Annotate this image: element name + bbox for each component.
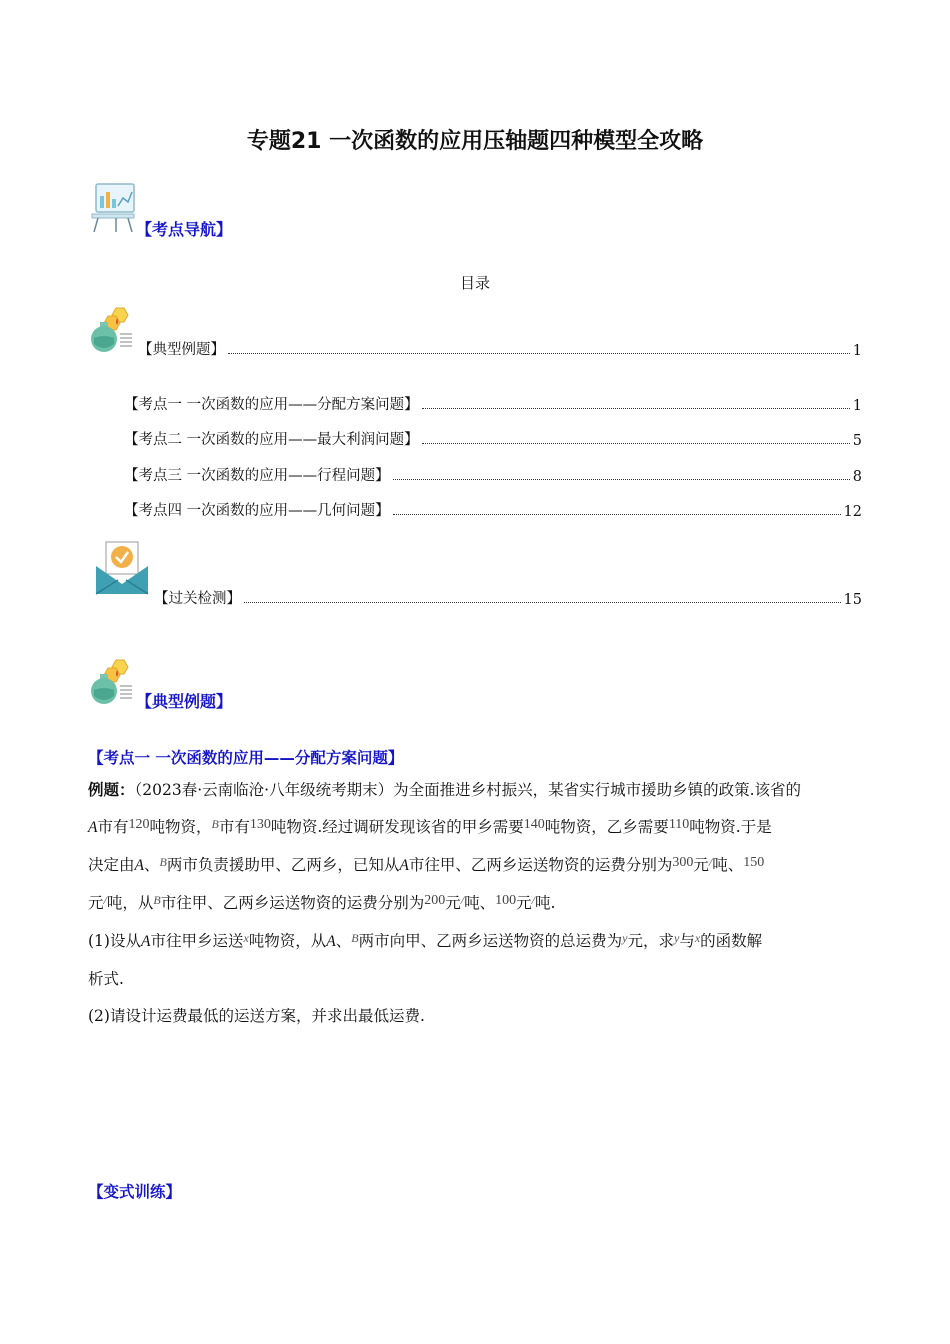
toc-page: 5 [852, 433, 862, 449]
question-1-line-1 [88, 923, 868, 961]
text: 市往甲、乙两乡运送物资的运费分别为 [408, 856, 673, 874]
toc-label: 【过关检测】 [154, 591, 241, 607]
toc-label: 【考点一 一次函数的应用——分配方案问题】 [124, 397, 419, 413]
var-A: A [399, 857, 409, 874]
toc-label: 【考点二 一次函数的应用——最大利润问题】 [124, 432, 419, 448]
text: 元 [88, 894, 104, 912]
toc-page: 1 [852, 398, 862, 414]
text: 两市向甲、乙两乡运送物资的总运费为 [358, 932, 623, 950]
toc-heading: 目录 [459, 274, 490, 292]
slash: / [708, 855, 713, 869]
num-120: 120 [128, 817, 150, 832]
text: 、 [143, 856, 160, 874]
toc-label: 【考点三 一次函数的应用——行程问题】 [124, 468, 390, 484]
slash: / [103, 893, 107, 907]
text: 市有 [97, 818, 129, 836]
example-line-3 [88, 847, 868, 885]
question-1-line-2 [88, 961, 868, 998]
flask-icon [86, 656, 136, 706]
example-label: 例题： [88, 781, 135, 799]
example-line-2 [88, 809, 868, 847]
presentation-board-icon [88, 182, 138, 234]
text: 元 [445, 894, 461, 912]
num-110: 110 [668, 817, 690, 832]
text: 吨，从 [106, 894, 154, 912]
practice-heading: 【变式训练】 [88, 1183, 182, 1201]
text: 吨物资，乙乡需要 [544, 818, 669, 836]
slash: / [460, 893, 465, 907]
toc-page: 8 [852, 469, 862, 485]
text: 吨、 [464, 894, 496, 912]
text: 析式. [88, 970, 124, 988]
toc-leader [393, 513, 841, 515]
toc-leader [244, 601, 841, 603]
toc-leader [393, 478, 850, 480]
text: 市往甲乡运送 [150, 932, 244, 950]
toc-leader [422, 407, 850, 409]
var-x: x [694, 931, 701, 945]
text: (2)请设计运费最低的运送方案，并求出最低运费. [88, 1007, 425, 1025]
text: 市有 [218, 818, 250, 836]
var-A: A [140, 933, 151, 950]
var-B: B [159, 855, 167, 869]
kp1-heading: 【考点一 一次函数的应用——分配方案问题】 [88, 749, 404, 767]
page-title: 专题21 一次函数的应用压轴题四种模型全攻略 [246, 129, 704, 154]
toc-row[interactable] [124, 428, 862, 449]
text: 元 [516, 894, 532, 912]
toc-page: 1 [852, 343, 862, 359]
toc-row[interactable] [138, 338, 862, 359]
var-B: B [211, 817, 219, 831]
text: 与 [679, 932, 695, 950]
question-2 [88, 998, 868, 1035]
var-A: A [326, 933, 336, 950]
var-y: y [673, 931, 680, 945]
example-line-4 [88, 885, 868, 923]
toc-leader [228, 352, 850, 354]
var-x: x [243, 931, 249, 945]
num-100: 100 [495, 893, 517, 908]
text: 吨. [534, 894, 556, 912]
toc-row[interactable] [124, 499, 862, 520]
toc-row[interactable] [124, 464, 862, 485]
text: 吨物资.经过调研发现该省的甲乡需要 [270, 818, 524, 836]
text: 元，求 [627, 932, 674, 950]
var-A: A [134, 857, 144, 874]
text: 吨物资，从 [248, 932, 327, 950]
text: (1)设从 [88, 932, 141, 950]
slash: / [531, 893, 535, 907]
text: 、 [335, 932, 352, 950]
example-line-1 [88, 772, 868, 809]
num-130: 130 [249, 817, 271, 832]
text: 市往甲、乙两乡运送物资的运费分别为 [160, 894, 425, 912]
example-intro: 为全面推进乡村振兴，某省实行城市援助乡镇的政策.该省的 [393, 781, 802, 799]
text: 两市负责援助甲、乙两乡，已知从 [166, 856, 400, 874]
num-140: 140 [523, 817, 545, 832]
num-300: 300 [672, 855, 694, 870]
toc-row[interactable] [124, 393, 862, 414]
toc-label: 【考点四 一次函数的应用——几何问题】 [124, 503, 390, 519]
var-A: A [88, 819, 98, 836]
envelope-check-icon [94, 540, 150, 596]
toc-leader [422, 442, 850, 444]
text: 元 [693, 856, 709, 874]
toc-row[interactable] [154, 587, 862, 608]
section-heading: 【典型例题】 [136, 692, 233, 711]
toc-label: 【典型例题】 [138, 342, 225, 358]
nav-heading: 【考点导航】 [136, 220, 233, 239]
var-B: B [153, 893, 161, 907]
text: 的函数解 [700, 932, 763, 950]
text: 吨物资.于是 [689, 818, 772, 836]
var-B: B [351, 931, 359, 945]
var-y: y [622, 931, 628, 945]
example-source: （2023春·云南临沧·八年级统考期末） [134, 781, 394, 799]
toc-page: 15 [843, 592, 862, 608]
flask-icon [86, 304, 136, 354]
num-150: 150 [743, 855, 765, 870]
num-200: 200 [424, 893, 446, 908]
toc-page: 12 [843, 504, 862, 520]
text: 吨物资， [149, 818, 212, 836]
example-body [88, 772, 868, 1035]
text: 决定由 [88, 856, 135, 874]
text: 吨、 [712, 856, 744, 874]
